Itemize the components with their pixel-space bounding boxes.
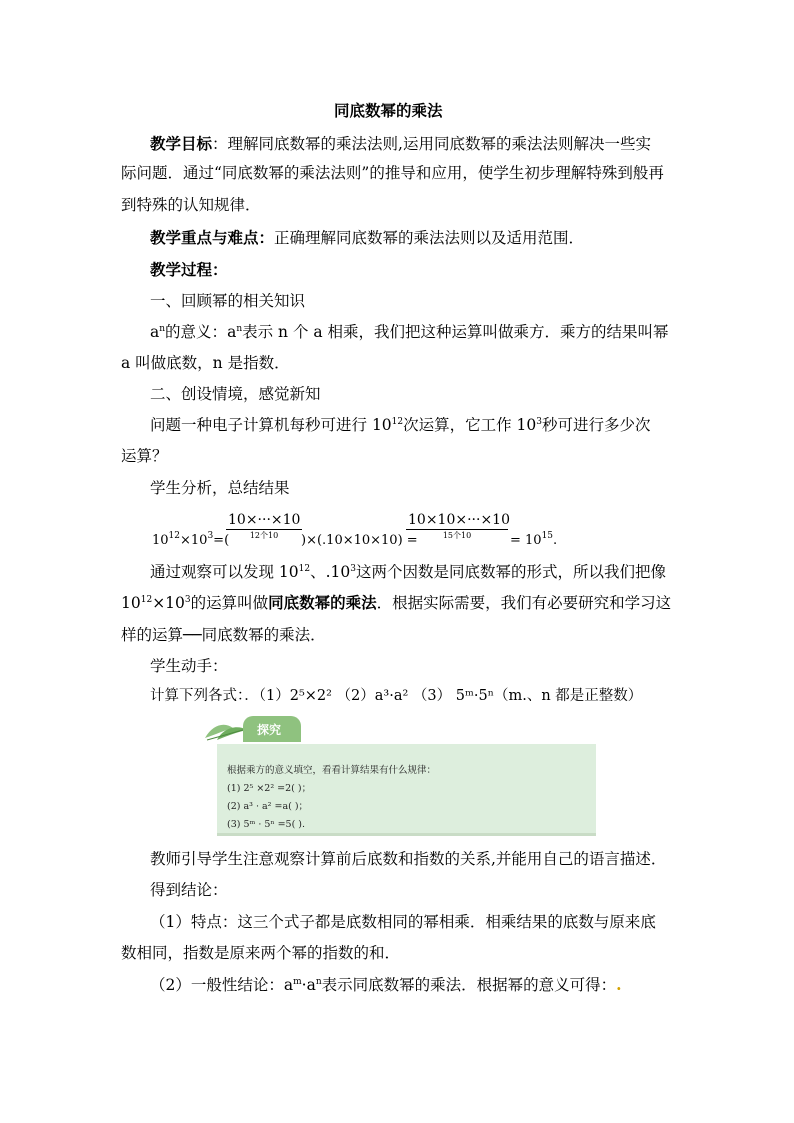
obs-text-c: 这两个因数是同底数幂的形式，所以我们把像	[356, 563, 667, 581]
obs2-exp-1: 12	[140, 595, 153, 605]
calc-line: 计算下列各式：．（1）2⁵×2² （2）a³·a² （3） 5ᵐ·5ⁿ（m.、n 都是正整数）	[150, 688, 643, 704]
formula-rhs	[510, 531, 557, 551]
meaning-base-2: a	[227, 323, 237, 341]
problem-line-2: 运算？	[121, 447, 168, 465]
problem-text-b: 一种电子计算机每秒可进行 10	[181, 416, 392, 434]
objectives-line-2: 际问题．通过“同底数幂的乘法法则”的推导和应用，使学生初步理解特殊到般再	[121, 164, 664, 182]
formula-exp-2: 3	[207, 531, 214, 541]
meaning-exp: n	[159, 324, 166, 334]
conclusion-label: 得到结论：	[150, 881, 228, 899]
keypoints-label: 教学重点与难点：	[150, 228, 275, 247]
formula-lhs	[152, 531, 229, 551]
meaning-text-b: 表示 n 个 a 相乘，我们把这种运算叫做乘方．乘方的结果叫幂	[242, 323, 669, 341]
formula-rhs-exp: 15	[541, 531, 554, 541]
meaning-line-2: a 叫做底数，n 是指数．	[121, 354, 290, 372]
obs2-bold-term: 同底数幂的乘法	[268, 593, 377, 612]
c2-text-b: ·a	[301, 976, 316, 994]
meaning-exp-2: n	[236, 324, 243, 334]
meaning-base: a	[150, 323, 160, 341]
conclusion-2-line	[150, 975, 622, 995]
problem-label: 问题	[150, 416, 182, 434]
student-hands-on: 学生动手：	[150, 657, 228, 675]
explore-item-1: (1) 2⁵ ×2² =2( )；	[227, 783, 312, 794]
observation-line-3: 样的运算──同底数幂的乘法．	[121, 626, 326, 644]
section-2-heading: 二、创设情境，感觉新知	[150, 385, 321, 403]
explore-box	[203, 716, 596, 836]
page-title: 同底数幂的乘法	[334, 101, 443, 120]
formula-times: ×10	[180, 533, 208, 548]
fraction-1	[226, 511, 302, 542]
explore-tab-label: 探究	[257, 723, 282, 737]
conclusion-1-line-2: 数相同，指数是原来两个幂的指数的和．	[121, 944, 401, 962]
c2-text-a: （2）一般性结论：a	[150, 976, 294, 994]
c2-text-c: 表示同底数幂的乘法．根据幂的意义可得：	[321, 976, 617, 994]
meaning-line-1	[150, 322, 669, 342]
obs2-text-d: ．根据实际需要，我们有必要研究和学习这	[376, 594, 672, 612]
objectives-text-1: ：理解同底数幂的乘法法则,运用同底数幂的乘法法则解决一些实	[212, 135, 651, 153]
explore-item-2: (2) a³ · a² =a( )；	[227, 801, 309, 812]
obs-text-a: 通过观察可以发现 10	[150, 563, 299, 581]
formula-mid: )×(.10×10×10) =	[301, 533, 418, 548]
process-label: 教学过程：	[150, 260, 228, 279]
c2-dot: .	[616, 975, 622, 994]
obs-exp-2: 3	[350, 564, 356, 574]
fraction-2	[406, 511, 508, 542]
explore-tab	[243, 716, 301, 742]
obs2-times: ×10	[152, 594, 185, 612]
problem-text-d: 秒可进行多少次	[542, 416, 651, 434]
conclusion-1-line-1: （1）特点：这三个式子都是底数相同的幂相乘．相乘结果的底数与原来底	[150, 913, 656, 931]
observation-line-2	[121, 593, 671, 613]
fraction-2-brace-label: 15个10	[442, 531, 472, 540]
obs-text-b: 、.10	[310, 563, 351, 581]
formula-exp-1: 12	[168, 531, 180, 541]
teacher-guide: 教师引导学生注意观察计算前后底数和指数的关系,并能用自己的语言描述．	[150, 850, 667, 868]
obs2-base: 10	[121, 594, 141, 612]
formula-eq: =(	[213, 533, 230, 548]
student-analysis: 学生分析，总结结果	[150, 479, 290, 497]
obs2-exp-2: 3	[184, 595, 191, 605]
objectives-label: 教学目标	[150, 134, 213, 153]
fraction-2-numerator: 10×10×···×10	[408, 512, 510, 528]
formula-rhs-end: .	[553, 533, 558, 548]
problem-exp-2: 3	[536, 417, 543, 427]
keypoints-line	[150, 228, 584, 248]
explore-item-3: (3) 5ᵐ · 5ⁿ =5( ).	[227, 819, 306, 830]
c2-exp-m: m	[293, 977, 302, 987]
problem-line-1	[150, 415, 651, 435]
section-1-heading: 一、回顾幂的相关知识	[150, 292, 306, 310]
problem-exp-1: 12	[391, 417, 404, 427]
obs-exp-1: 12	[298, 564, 311, 574]
fraction-1-brace-label: 12个10	[249, 531, 279, 540]
keypoints-text: 正确理解同底数幂的乘法法则以及适用范围．	[274, 229, 585, 247]
obs2-text-c: 的运算叫做	[190, 594, 269, 612]
observation-line-1	[150, 562, 666, 582]
c2-exp-n: n	[315, 977, 322, 987]
formula-rhs-base: = 10	[510, 533, 542, 548]
objectives-line-1	[150, 134, 651, 154]
formula-base: 10	[152, 533, 169, 548]
explore-prompt: 根据乘方的意义填空，看看计算结果有什么规律：	[227, 765, 437, 776]
problem-text-c: 次运算，它工作 10	[403, 416, 537, 434]
fraction-1-numerator: 10×···×10	[228, 512, 301, 528]
objectives-line-3: 到特殊的认知规律．	[121, 196, 261, 214]
meaning-text-a: 的意义：	[165, 323, 228, 341]
